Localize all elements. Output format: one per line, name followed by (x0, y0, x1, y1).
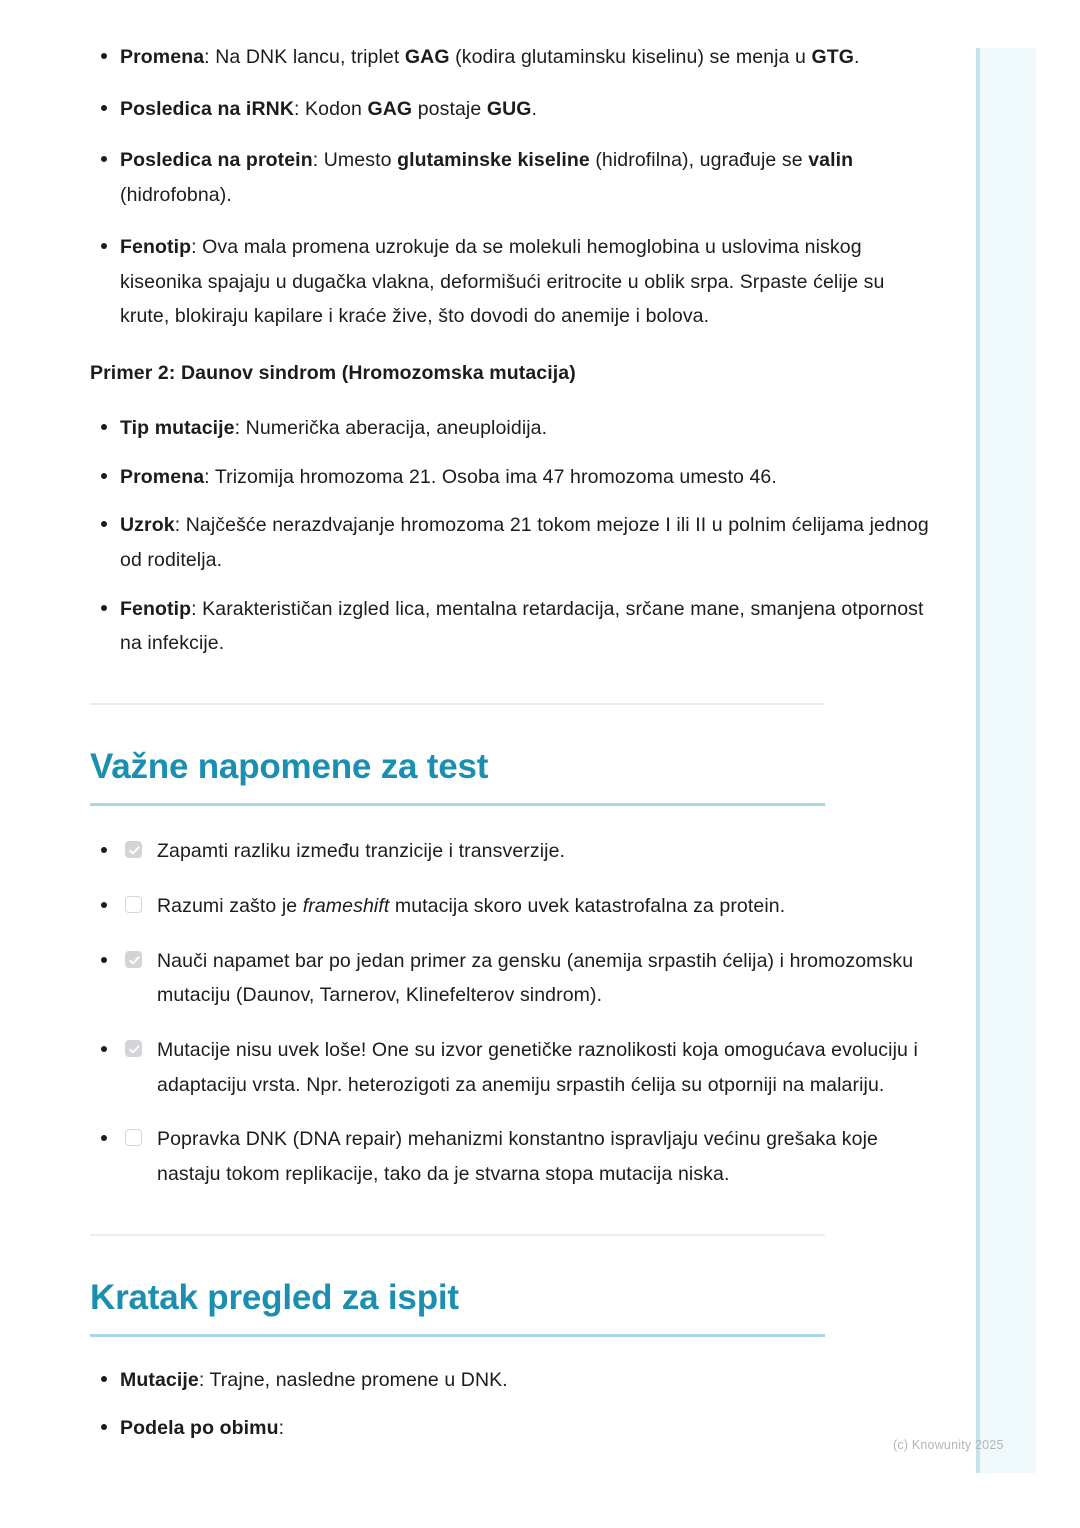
text-run: : Karakterističan izgled lica, mentalna retardacija, srčane mane, smanjena otpornost na infekcije. (120, 597, 924, 655)
list-item (0, 411, 930, 446)
text-run: : Ova mala promena uzrokuje da se molekuli hemoglobina u uslovima niskog kiseonika spajaju u dugačka vlakna, deformišući eritrocite u oblik srpa. Srpaste ćelije su krute, blokiraju kapilare i kraće žive, što dovodi do anemije i bolova. (120, 235, 885, 328)
list-item (0, 92, 930, 127)
exam-notes-checklist (0, 834, 930, 1192)
list-item (0, 40, 930, 75)
text-run: : Trajne, nasledne promene u DNK. (198, 1368, 508, 1391)
list-item-label: Uzrok (120, 514, 175, 537)
text-run: (hidrofilna), ugrađuje se (589, 149, 809, 172)
text-run: Zapamti razliku između tranzicije i transverzije. (157, 840, 566, 863)
text-run: Popravka DNK (DNA repair) mehanizmi konstantno ispravljaju većinu grešaka koje nastaju tokom replikacije, tako da je stvarna stopa mutacija niska. (157, 1128, 878, 1186)
list-item (0, 230, 930, 334)
section-title-rule (90, 1334, 825, 1337)
list-item (0, 1363, 930, 1398)
text-run: Nauči napamet bar po jedan primer za gensku (anemija srpastih ćelija) i hromozomsku mutaciju (Daunov, Tarnerov, Klinefelterov sindrom). (157, 949, 914, 1007)
decorative-side-band (976, 48, 1036, 1473)
text-run: postaje (412, 97, 487, 120)
section-vazne-napomene (0, 747, 930, 1192)
text-run: : Kodon (294, 97, 368, 120)
text-run: : (278, 1417, 285, 1440)
text-run: glutaminske kiseline (397, 149, 590, 172)
checkbox-unchecked-icon[interactable] (125, 896, 142, 913)
text-run: (kodira glutaminsku kiselinu) se menja u (449, 46, 812, 68)
text-run: GAG (367, 97, 413, 120)
list-item (0, 508, 930, 577)
checklist-item (0, 834, 930, 869)
list-item-label: Posledica na protein (120, 149, 313, 172)
list-item (0, 592, 930, 661)
watermark: (c) Knowunity 2025 (893, 1438, 1004, 1452)
page-title-kratak-pregled: Kratak pregled za ispit (90, 1277, 459, 1317)
text-run: GUG (486, 97, 532, 120)
section-divider-1 (90, 703, 825, 705)
sickle-cell-bullet-list (0, 40, 930, 334)
list-item-label: Mutacije (120, 1368, 199, 1391)
section-kratak-pregled (0, 1278, 930, 1446)
text-run: . (531, 97, 538, 120)
list-item (0, 1411, 930, 1446)
list-item (0, 143, 930, 212)
page-title-vazne-napomene: Važne napomene za test (90, 747, 489, 787)
list-item-label: Fenotip (120, 235, 192, 258)
text-run: . (854, 46, 860, 68)
text-run: : Najčešće nerazdvajanje hromozoma 21 tokom mejoze I ili II u polnim ćelijama jednog od roditelja. (120, 514, 929, 572)
text-run: Razumi zašto je (157, 894, 303, 917)
text-run: : Na DNK lancu, triplet (204, 46, 405, 68)
checkbox-unchecked-icon[interactable] (125, 1129, 142, 1146)
section-divider-2 (90, 1234, 825, 1236)
exam-summary-bullet-list (0, 1363, 930, 1446)
list-item-label: Fenotip (120, 597, 192, 620)
checkbox-checked-icon[interactable] (125, 1040, 142, 1057)
primer2-subheading: Primer 2: Daunov sindrom (Hromozomska mutacija) (90, 361, 576, 384)
text-run: mutacija skoro uvek katastrofalna za protein. (389, 894, 786, 917)
text-run: valin (808, 149, 854, 172)
list-item-label: Posledica na iRNK (120, 97, 295, 120)
checklist-item (0, 944, 930, 1013)
text-run: : Umesto (312, 149, 398, 172)
checkbox-checked-icon[interactable] (125, 951, 142, 968)
checklist-item (0, 1122, 930, 1191)
text-run: frameshift (302, 894, 390, 917)
list-item (0, 460, 930, 495)
text-run: Mutacije nisu uvek loše! One su izvor genetičke raznolikosti koja omogućava evoluciju i adaptaciju vrsta. Npr. heterozigoti za anemiju srpastih ćelija su otporniji na malariju. (157, 1038, 918, 1096)
checklist-item (0, 1033, 930, 1102)
text-run: : Numerička aberacija, aneuploidija. (234, 416, 548, 439)
checkbox-checked-icon[interactable] (125, 841, 142, 858)
checklist-item (0, 889, 930, 924)
text-run: (hidrofobna). (120, 184, 232, 207)
text-run: : Trizomija hromozoma 21. Osoba ima 47 hromozoma umesto 46. (204, 465, 777, 488)
section-title-rule (90, 803, 825, 806)
list-item-label: Podela po obimu (120, 1417, 279, 1440)
down-syndrome-bullet-list (0, 411, 930, 661)
text-run: GAG (404, 46, 450, 68)
list-item-label: Promena (120, 465, 205, 488)
text-run: GTG (811, 46, 855, 68)
list-item-label: Tip mutacije (120, 416, 235, 439)
list-item-label: Promena (120, 46, 205, 68)
